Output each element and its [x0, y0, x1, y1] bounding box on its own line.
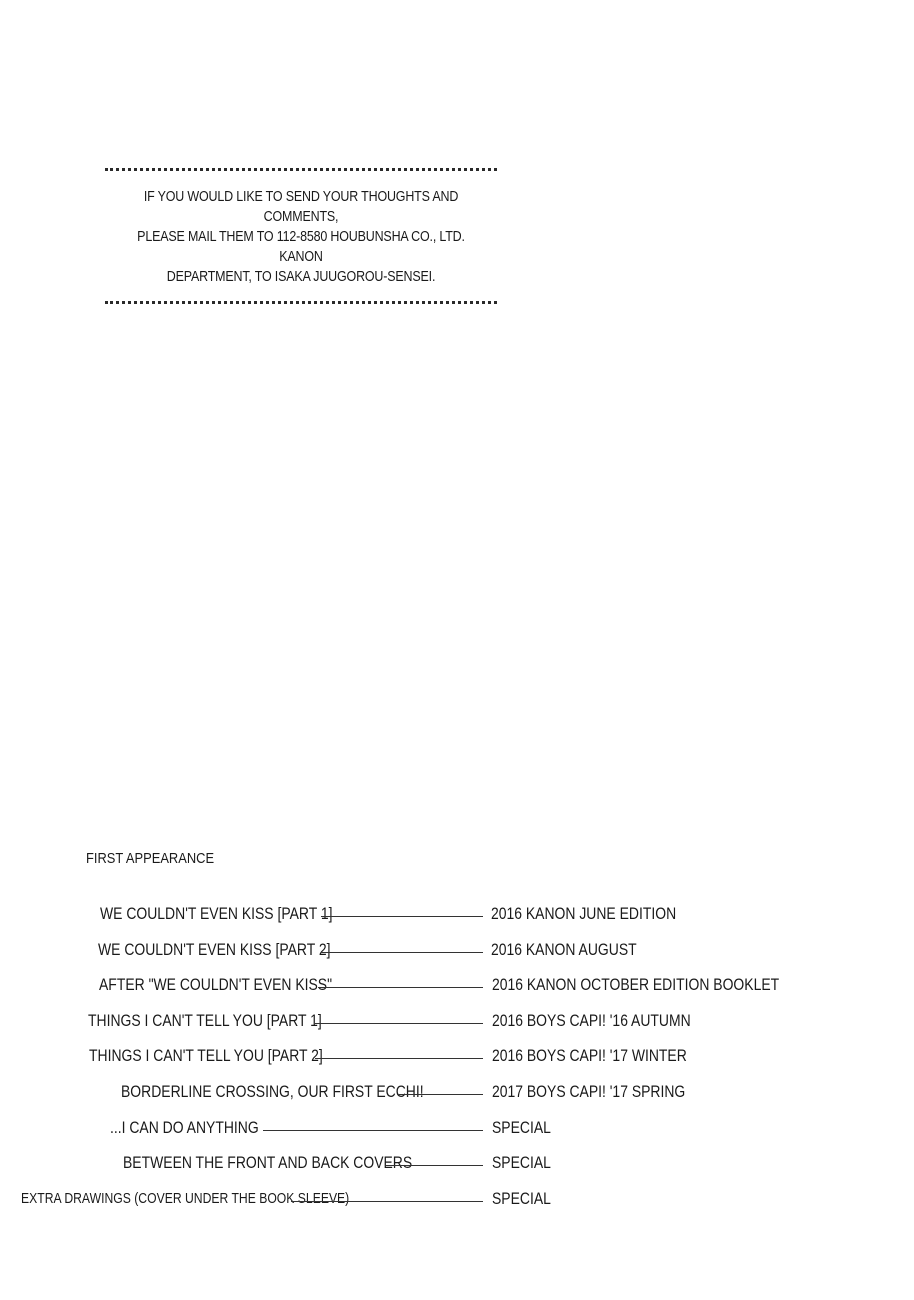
first-appearance-heading: FIRST APPEARANCE: [86, 850, 215, 867]
leader-line: [321, 916, 483, 917]
story-title: WE COULDN'T EVEN KISS [PART 1]: [100, 904, 333, 923]
story-source: SPECIAL: [492, 1189, 551, 1208]
list-item: [0, 1082, 914, 1106]
story-source: SPECIAL: [492, 1118, 551, 1137]
story-title: EXTRA DRAWINGS (COVER UNDER THE BOOK SLEEVE): [21, 1191, 350, 1207]
story-title: THINGS I CAN'T TELL YOU [PART 2]: [89, 1046, 323, 1065]
leader-line: [263, 1130, 483, 1131]
leader-line: [291, 1201, 483, 1202]
story-title: AFTER "WE COULDN'T EVEN KISS": [99, 975, 333, 994]
story-title: BETWEEN THE FRONT AND BACK COVERS: [123, 1153, 413, 1172]
list-item: [0, 940, 914, 964]
story-source: 2016 KANON JUNE EDITION: [491, 904, 677, 923]
story-source: 2016 BOYS CAPI! '16 AUTUMN: [492, 1011, 691, 1030]
story-source: SPECIAL: [492, 1153, 551, 1172]
list-item: [0, 1153, 914, 1177]
list-item: [0, 1118, 914, 1142]
story-source: 2016 KANON AUGUST: [491, 940, 637, 959]
list-item: [0, 975, 914, 999]
leader-line: [315, 1058, 483, 1059]
list-item: [0, 1189, 914, 1213]
leader-line: [318, 987, 483, 988]
leader-line: [386, 1165, 483, 1166]
story-title: THINGS I CAN'T TELL YOU [PART 1]: [88, 1011, 322, 1030]
story-source: 2016 BOYS CAPI! '17 WINTER: [492, 1046, 687, 1065]
story-title: ...I CAN DO ANYTHING: [110, 1118, 259, 1137]
list-item: [0, 904, 914, 928]
list-item: [0, 1046, 914, 1070]
story-source: 2017 BOYS CAPI! '17 SPRING: [492, 1082, 686, 1101]
leader-line: [397, 1094, 483, 1095]
leader-line: [315, 1023, 483, 1024]
leader-line: [321, 952, 483, 953]
story-title: BORDERLINE CROSSING, OUR FIRST ECCHI!: [121, 1082, 424, 1101]
notice-text: IF YOU WOULD LIKE TO SEND YOUR THOUGHTS AND COMMENTS, PLEASE MAIL THEM TO 112-8580 HOUBUNSHA CO., LTD. KANON DEPARTMENT, TO ISAKA JUUGOROU-SENSEI.: [137, 189, 465, 285]
story-source: 2016 KANON OCTOBER EDITION BOOKLET: [492, 975, 780, 994]
list-item: [0, 1011, 914, 1035]
story-title: WE COULDN'T EVEN KISS [PART 2]: [98, 940, 331, 959]
